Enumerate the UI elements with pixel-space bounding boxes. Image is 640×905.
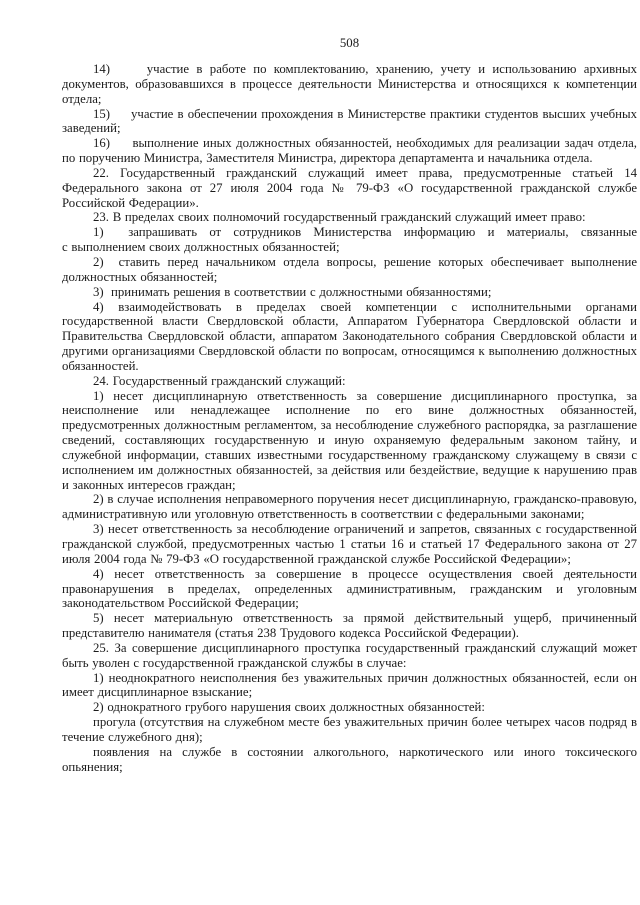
paragraph: 4) несет ответственность за совершение в процессе осуществления своей деятельности правонарушения в пределах, определенных административным, гражданским и уголовным законодательством Российской Федерации;	[62, 566, 637, 611]
paragraph: прогула (отсутствия на служебном месте без уважительных причин более четырех часов подряд в течение служебного дня);	[62, 715, 637, 744]
paragraph: 22. Государственный гражданский служащий имеет права, предусмотренные статьей 14 Федерального закона от 27 июля 2004 года № 79-ФЗ «О государственной гражданской службе Российской Федерации».	[62, 165, 637, 210]
paragraph: 16) выполнение иных должностных обязанностей, необходимых для реализации задач отдела, по поручению Министра, Заместителя Министра, директора департамента и начальника отдела.	[62, 136, 637, 166]
paragraph: 23. В пределах своих полномочий государственный гражданский служащий имеет право:	[93, 210, 586, 225]
document-body	[62, 62, 637, 775]
paragraph: 1) неоднократного неисполнения без уважительных причин должностных обязанностей, если он имеет дисциплинарное взыскание;	[62, 670, 637, 700]
paragraph: 5) несет материальную ответственность за прямой действительный ущерб, причиненный представителю нанимателя (статья 238 Трудового кодекса Российской Федерации).	[62, 611, 637, 641]
paragraph: 3) несет ответственность за несоблюдение ограничений и запретов, связанных с государственной гражданской службой, предусмотренных частью 1 статьи 16 и статьей 17 Федерального закона от 27 июля 2004 года № 79-ФЗ «О государственной гражданской службе Российской Федерации»;	[62, 522, 637, 566]
paragraph: 25. За совершение дисциплинарного проступка государственный гражданский служащий может быть уволен с государственной гражданской службы в случае:	[62, 640, 637, 670]
paragraph: 15) участие в обеспечении прохождения в Министерстве практики студентов высших учебных заведений;	[62, 106, 637, 136]
paragraph: 14) участие в работе по комплектованию, хранению, учету и использованию архивных документов, образовавшихся в процессе деятельности Министерства и относящихся к компетенции отдела;	[62, 62, 637, 106]
paragraph: 4) взаимодействовать в пределах своей компетенции с исполнительными органами государственной власти Свердловской области, Аппаратом Губернатора Свердловской области и Правительства Свердловской области, аппаратом Законодательного собрания Свердловской области и другими организациями Свердловской области по вопросам, относящимся к выполнению должностных обязанностей.	[62, 299, 637, 373]
paragraph: 24. Государственный гражданский служащий:	[93, 373, 346, 388]
paragraph: 3) принимать решения в соответствии с должностными обязанностями;	[93, 284, 492, 299]
page-number: 508	[339, 36, 360, 50]
paragraph: 1) запрашивать от сотрудников Министерства информацию и материалы, связанные с выполнением своих должностных обязанностей;	[62, 225, 637, 255]
paragraph: 2) ставить перед начальником отдела вопросы, решение которых обеспечивает выполнение должностных обязанностей;	[62, 254, 637, 284]
paragraph: появления на службе в состоянии алкогольного, наркотического или иного токсического опьянения;	[62, 744, 637, 774]
paragraph: 2) в случае исполнения неправомерного поручения несет дисциплинарную, гражданско-правовую, административную или уголовную ответственность в соответствии с федеральными законами;	[62, 492, 637, 522]
paragraph: 2) однократного грубого нарушения своих должностных обязанностей:	[93, 700, 485, 715]
paragraph: 1) несет дисциплинарную ответственность за совершение дисциплинарного проступка, за неисполнение или ненадлежащее исполнение по его вине должностных обязанностей, предусмотренных должностным регламентом, за несоблюдение служебного распорядка, за разглашение сведений, составляющих государственную и иную охраняемую федеральным законом тайну, и служебной информации, ставших известными государственному гражданскому служащему в связи с исполнением им должностных обязанностей, за действия или бездействие, ведущие к нарушению прав и законных интересов граждан;	[62, 388, 637, 492]
